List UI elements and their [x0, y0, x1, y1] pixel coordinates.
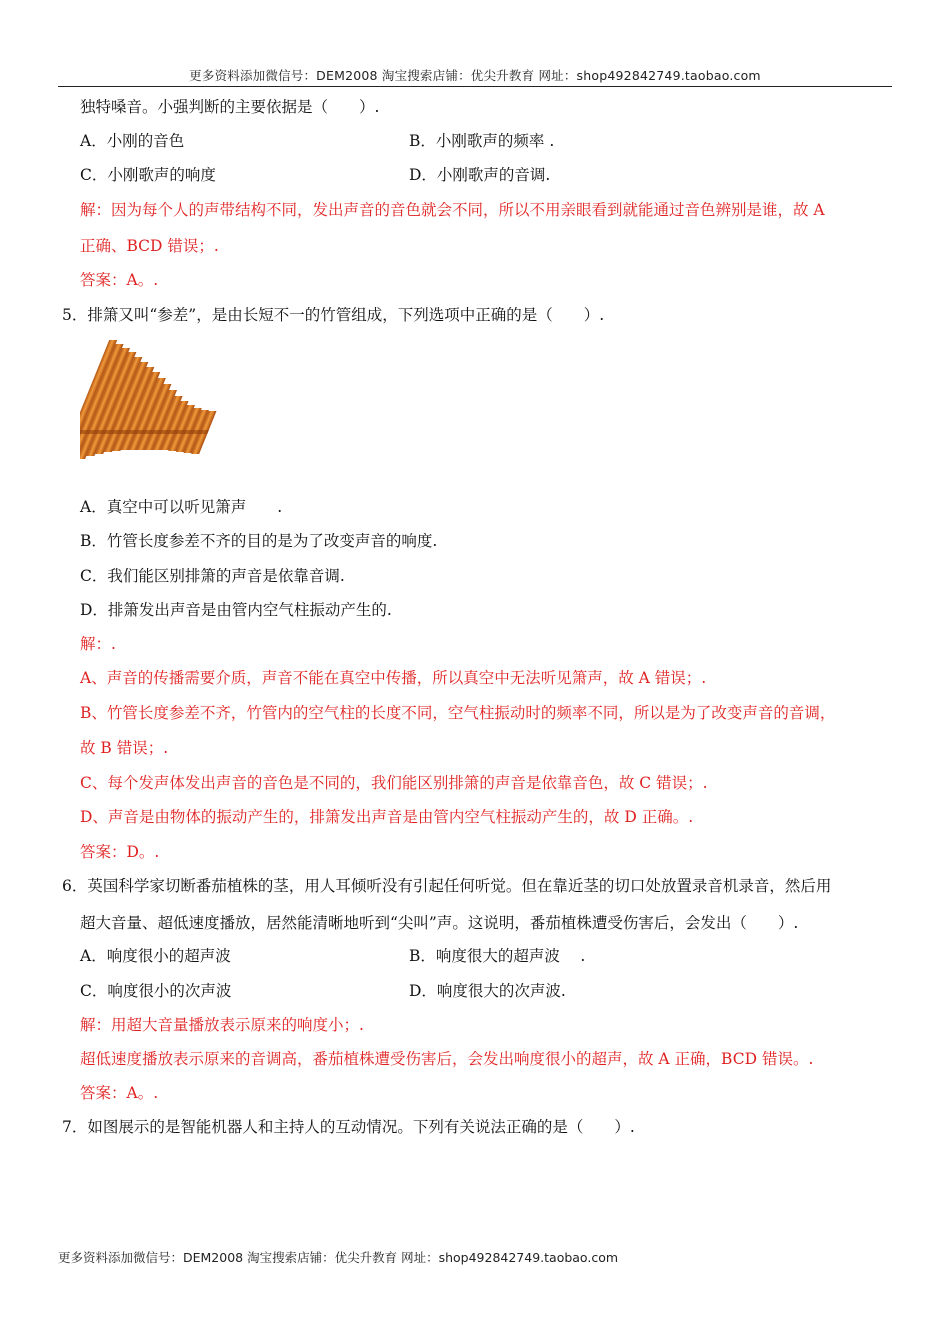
header-divider [58, 86, 892, 87]
q6-option-b: B．响度很大的超声波 . [409, 947, 586, 965]
q5-solution-head: 解：. [80, 635, 116, 653]
q5-solution-d: D、声音是由物体的振动产生的，排箫发出声音是由管内空气柱振动产生的，故 D 正确。. [80, 808, 694, 826]
q4-option-c: C．小刚歌声的响度 [80, 166, 216, 184]
pan-flute-image [80, 338, 264, 472]
q4-option-b: B．小刚歌声的频率 . [409, 132, 555, 150]
q6-option-a: A．响度很小的超声波 [80, 947, 231, 965]
q5-solution-c: C、每个发声体发出声音的音色是不同的，我们能区别排箫的声音是依靠音色，故 C 错误；. [80, 774, 708, 792]
q7-stem: 7．如图展示的是智能机器人和主持人的互动情况。下列有关说法正确的是（ ）. [62, 1118, 635, 1136]
q6-solution-line-1: 解：用超大音量播放表示原来的响度小；. [80, 1016, 364, 1034]
page-footer: 更多资料添加微信号：DEM2008 淘宝搜索店铺：优尖升教育 网址：shop492842749.taobao.com [58, 1250, 619, 1265]
q6-solution-line-2: 超低速度播放表示原来的音调高，番茄植株遭受伤害后，会发出响度很小的超声，故 A 正确，BCD 错误。. [80, 1050, 814, 1068]
q5-solution-b-line-2: 故 B 错误；. [80, 739, 169, 757]
q4-option-a: A．小刚的音色 [80, 132, 185, 150]
page-header: 更多资料添加微信号：DEM2008 淘宝搜索店铺：优尖升教育 网址：shop492842749.taobao.com [189, 68, 761, 83]
q6-stem-line-1: 6．英国科学家切断番茄植株的茎，用人耳倾听没有引起任何听觉。但在靠近茎的切口处放置录音机录音，然后用 [62, 877, 832, 895]
q4-option-d: D．小刚歌声的音调. [409, 166, 551, 184]
q5-solution-a: A、声音的传播需要介质，声音不能在真空中传播，所以真空中无法听见箫声，故 A 错误；. [80, 669, 707, 687]
q5-option-a: A．真空中可以听见箫声 . [80, 498, 283, 516]
q6-option-c: C．响度很小的次声波 [80, 982, 232, 1000]
q5-answer: 答案：D。. [80, 843, 160, 861]
q4-stem-tail: 独特嗓音。小强判断的主要依据是（ ）. [80, 98, 380, 116]
q4-answer: 答案：A。. [80, 271, 159, 289]
q4-solution-line-1: 解：因为每个人的声带结构不同，发出声音的音色就会不同，所以不用亲眼看到就能通过音色辨别是谁，故 A [80, 201, 825, 219]
q4-solution-line-2: 正确、BCD 错误；. [80, 237, 219, 255]
q6-answer: 答案：A。. [80, 1084, 159, 1102]
q5-stem: 5．排箫又叫“参差”，是由长短不一的竹管组成，下列选项中正确的是（ ）. [62, 306, 605, 324]
q5-option-c: C．我们能区别排箫的声音是依靠音调. [80, 567, 345, 585]
q6-option-d: D．响度很大的次声波. [409, 982, 566, 1000]
q5-option-b: B．竹管长度参差不齐的目的是为了改变声音的响度. [80, 532, 438, 550]
q5-option-d: D．排箫发出声音是由管内空气柱振动产生的. [80, 601, 392, 619]
q6-stem-line-2: 超大音量、超低速度播放，居然能清晰地听到“尖叫”声。这说明，番茄植株遭受伤害后，会发出（ ）. [80, 914, 799, 932]
q5-solution-b-line-1: B、竹管长度参差不齐，竹管内的空气柱的长度不同，空气柱振动时的频率不同，所以是为了改变声音的音调， [80, 704, 836, 722]
